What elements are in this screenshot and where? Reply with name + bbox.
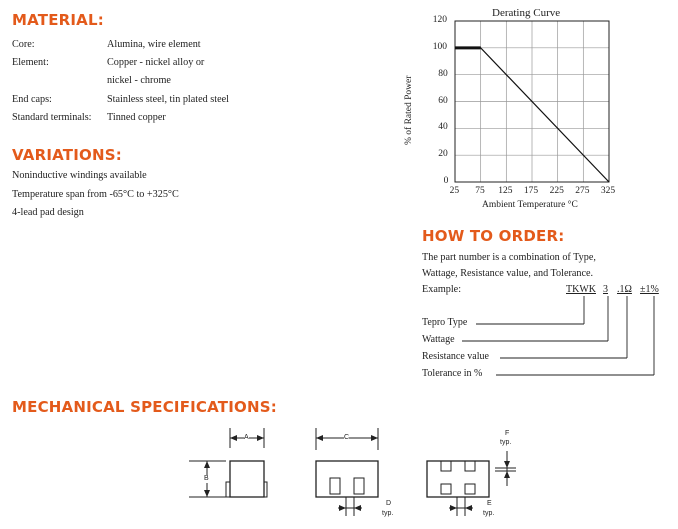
component-body-1 <box>230 461 264 497</box>
material-value-core: Alumina, wire element <box>107 39 201 50</box>
variation-item: Temperature span from -65°C to +325°C <box>12 189 179 200</box>
chart-x-tick-label: 175 <box>523 186 539 196</box>
material-value-terminals: Tinned copper <box>107 112 166 123</box>
mechanical-heading: MECHANICAL SPECIFICATIONS: <box>12 398 277 416</box>
chart-x-tick-label: 25 <box>449 186 460 196</box>
pad-3-top-left <box>441 461 451 471</box>
example-part-resistance: .1Ω <box>617 284 632 295</box>
pad-2-left <box>330 478 340 494</box>
dim-label-e: E <box>487 500 492 507</box>
component-body-3 <box>427 461 489 497</box>
chart-y-tick-label: 60 <box>438 95 448 106</box>
callout-wattage: Wattage <box>422 334 455 345</box>
dim-label-d-typ: typ. <box>382 510 394 517</box>
pad-2-right <box>354 478 364 494</box>
dim-label-e-typ: typ. <box>483 510 495 517</box>
callout-resistance: Resistance value <box>422 351 489 362</box>
how-to-order-heading: HOW TO ORDER: <box>422 227 565 245</box>
callout-type: Tepro Type <box>422 317 468 328</box>
chart-x-tick-label: 125 <box>498 186 513 196</box>
material-value-end-caps: Stainless steel, tin plated steel <box>107 94 229 105</box>
example-part-type: TKWK <box>566 284 596 295</box>
chart-x-tick-label: 75 <box>475 186 485 196</box>
example-part-wattage: 3 <box>603 284 608 295</box>
example-part-tolerance: ±1% <box>640 284 659 295</box>
order-intro-line2: Wattage, Resistance value, and Tolerance. <box>422 268 594 279</box>
component-body-2 <box>316 461 378 497</box>
material-label-end-caps: End caps: <box>12 94 52 105</box>
chart-x-axis-label: Ambient Temperature °C <box>482 200 578 210</box>
chart-y-tick-label: 20 <box>438 149 448 160</box>
order-intro-line1: The part number is a combination of Type, <box>422 252 596 263</box>
variation-item: 4-lead pad design <box>12 207 84 218</box>
chart-y-tick-label: 80 <box>438 68 448 79</box>
dim-label-f-typ: typ. <box>500 439 512 446</box>
chart-y-axis-label: % of Rated Power <box>404 75 414 145</box>
material-heading: MATERIAL: <box>12 11 104 29</box>
chart-x-tick-label: 275 <box>575 186 590 196</box>
chart-y-tick-label: 120 <box>432 15 448 25</box>
dim-label-d: D <box>386 500 392 507</box>
material-label-element: Element: <box>12 57 49 68</box>
chart-y-tick-label: 100 <box>432 41 448 52</box>
chart-y-tick-label: 40 <box>438 122 448 133</box>
pad-3-top-right <box>465 461 475 471</box>
chart-x-tick-label: 325 <box>600 186 616 196</box>
material-value-element-cont: nickel - chrome <box>107 75 171 86</box>
material-label-core: Core: <box>12 39 35 50</box>
callout-tolerance: Tolerance in % <box>422 368 483 379</box>
material-value-element: Copper - nickel alloy or <box>107 57 205 68</box>
dim-label-f: F <box>505 430 510 437</box>
chart-x-tick-label: 225 <box>549 186 564 196</box>
pad-3-bottom-right <box>465 484 475 494</box>
dim-label-c: C <box>344 434 350 441</box>
chart-title: Derating Curve <box>492 7 561 19</box>
pad-3-bottom-left <box>441 484 451 494</box>
order-example-label: Example: <box>422 284 462 295</box>
chart-y-tick-label: 0 <box>443 176 449 186</box>
variation-item: Noninductive windings available <box>12 170 147 181</box>
dim-label-a: A <box>244 434 249 441</box>
material-label-terminals: Standard terminals: <box>12 112 92 123</box>
variations-heading: VARIATIONS: <box>12 146 122 164</box>
dim-label-b: B <box>204 475 209 482</box>
